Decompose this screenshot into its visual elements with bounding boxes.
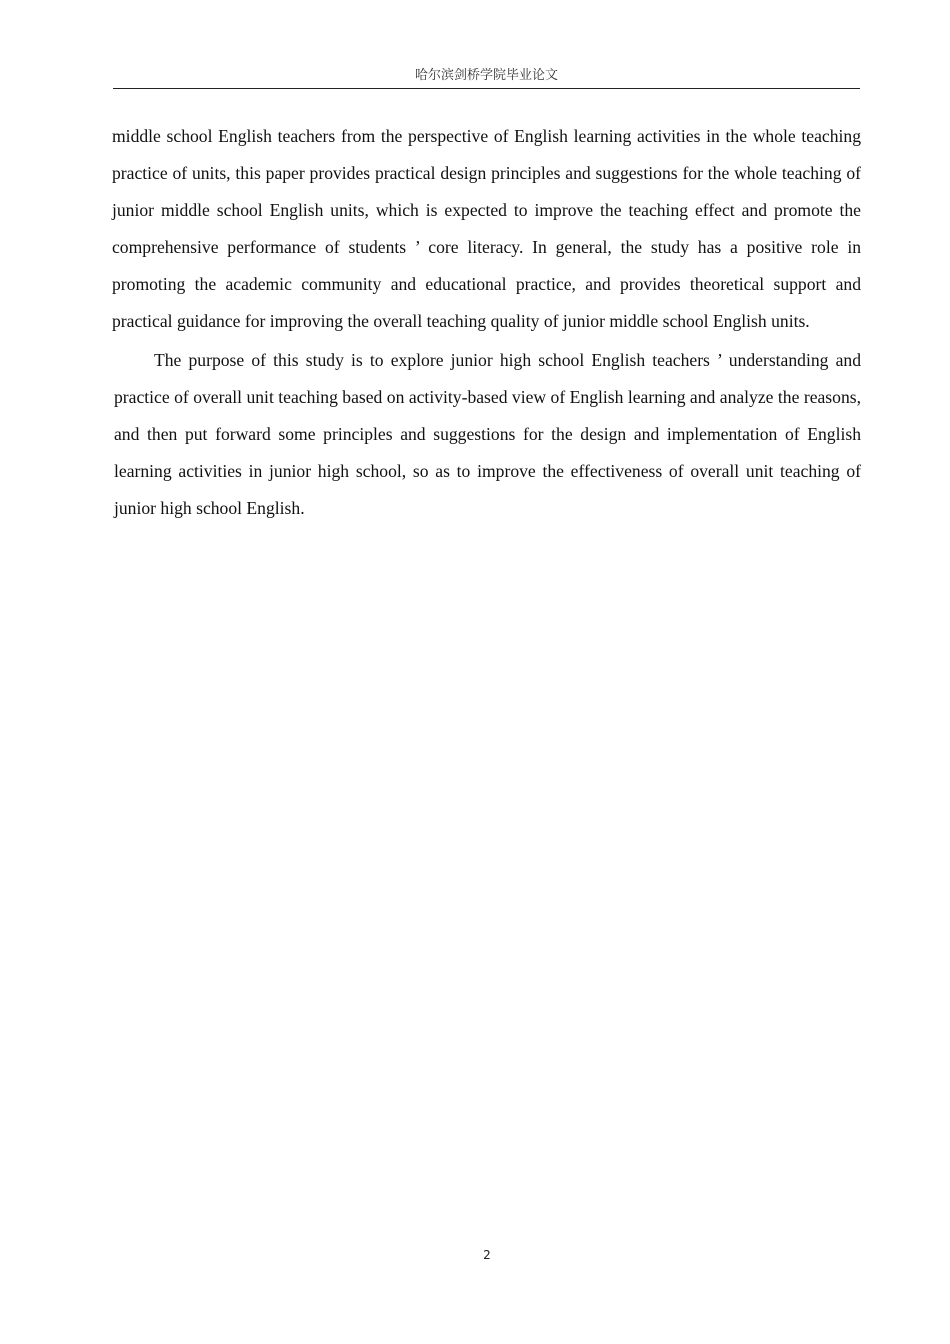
page-header [113,66,860,89]
page-number: 2 [483,1248,491,1262]
body-text [112,118,861,529]
paragraph-study-purpose: The purpose of this study is to explore junior high school English teachers ’ understanding and practice of overall unit teaching based on activity-based view of English learning and analyze the reasons, and then put forward some principles and suggestions for the design and implementation of English learning activities in junior high school, so as to improve the effectiveness of overall unit teaching of junior high school English. [114,350,861,518]
header-title: 哈尔滨剑桥学院毕业论文 [414,68,558,83]
paragraph-continuation: middle school English teachers from the perspective of English learning activities in the whole teaching practice of units, this paper provides practical design principles and suggestions for the whole teaching of junior middle school English units, which is expected to improve the teaching effect and promote the comprehensive performance of students ’ core literacy. In general, the study has a positive role in promoting the academic community and educational practice, and provides theoretical support and practical guidance for improving the overall teaching quality of junior middle school English units. [112,126,861,331]
